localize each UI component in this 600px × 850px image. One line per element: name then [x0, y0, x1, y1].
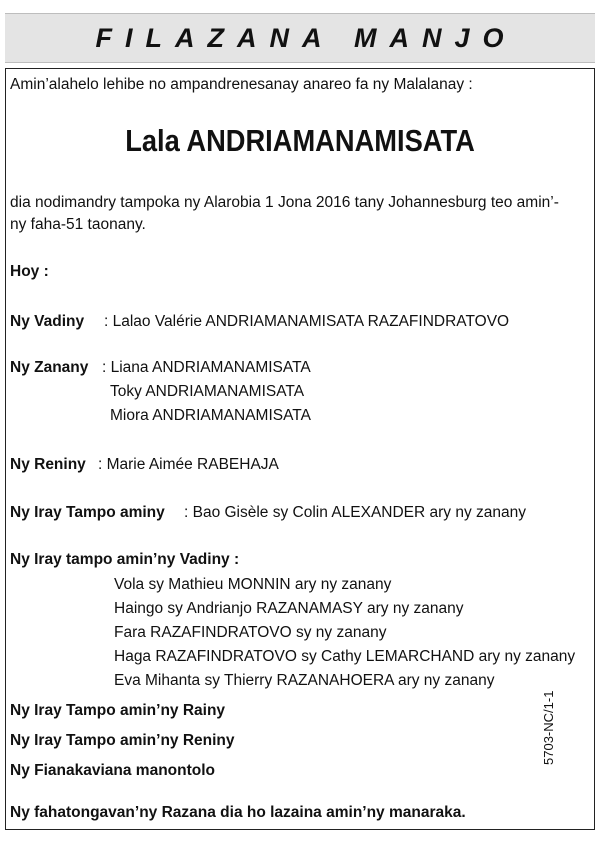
- children-label: Ny Zanany: [10, 359, 89, 376]
- spouse-label: Ny Vadiny: [10, 313, 85, 330]
- child-name: Miora ANDRIAMANAMISATA: [110, 407, 311, 424]
- mother-siblings-label: Ny Iray Tampo amin’ny Reniny: [10, 732, 235, 749]
- child-name: Toky ANDRIAMANAMISATA: [110, 383, 305, 400]
- whole-family-label: Ny Fianakaviana manontolo: [10, 762, 215, 779]
- reference-code: 5703-NC/1-1: [541, 690, 556, 765]
- closing-text: Ny fahatongavan’ny Razana dia ho lazaina amin’ny manaraka.: [10, 804, 466, 821]
- header-bar: [5, 13, 595, 63]
- inlaw-entry: Haga RAZAFINDRATOVO sy Cathy LEMARCHAND ary ny zanany: [114, 648, 576, 665]
- intro-text: Amin’alahelo lehibe no ampandrenesanay anareo fa ny Malalanay :: [10, 76, 473, 93]
- deceased-name: Lala ANDRIAMANAMISATA: [125, 123, 475, 158]
- inlaw-entry: Vola sy Mathieu MONNIN ary ny zanany: [114, 576, 392, 593]
- siblings-label: Ny Iray Tampo aminy: [10, 504, 165, 521]
- mother-label: Ny Reniny: [10, 456, 86, 473]
- spouse-name: : Lalao Valérie ANDRIAMANAMISATA RAZAFINDRATOVO: [104, 313, 510, 330]
- siblings-names: : Bao Gisèle sy Colin ALEXANDER ary ny zanany: [184, 504, 527, 521]
- inlaw-entry: Eva Mihanta sy Thierry RAZANAHOERA ary ny zanany: [114, 672, 495, 689]
- inlaws-label: Ny Iray tampo amin’ny Vadiny :: [10, 551, 240, 568]
- page-title: FILAZANA MANJO: [95, 22, 517, 53]
- inlaw-entry: Fara RAZAFINDRATOVO sy ny zanany: [114, 624, 387, 641]
- mother-name: : Marie Aimée RABEHAJA: [98, 456, 279, 473]
- hoy-label: Hoy :: [10, 263, 49, 280]
- father-siblings-label: Ny Iray Tampo amin’ny Rainy: [10, 702, 226, 719]
- inlaw-entry: Haingo sy Andrianjo RAZANAMASY ary ny zanany: [114, 600, 464, 617]
- child-name: : Liana ANDRIAMANAMISATA: [102, 359, 311, 376]
- death-notice-line-1: dia nodimandry tampoka ny Alarobia 1 Jona 2016 tany Johannesburg teo amin’-: [10, 194, 559, 211]
- death-notice-line-2: ny faha-51 taonany.: [10, 216, 146, 233]
